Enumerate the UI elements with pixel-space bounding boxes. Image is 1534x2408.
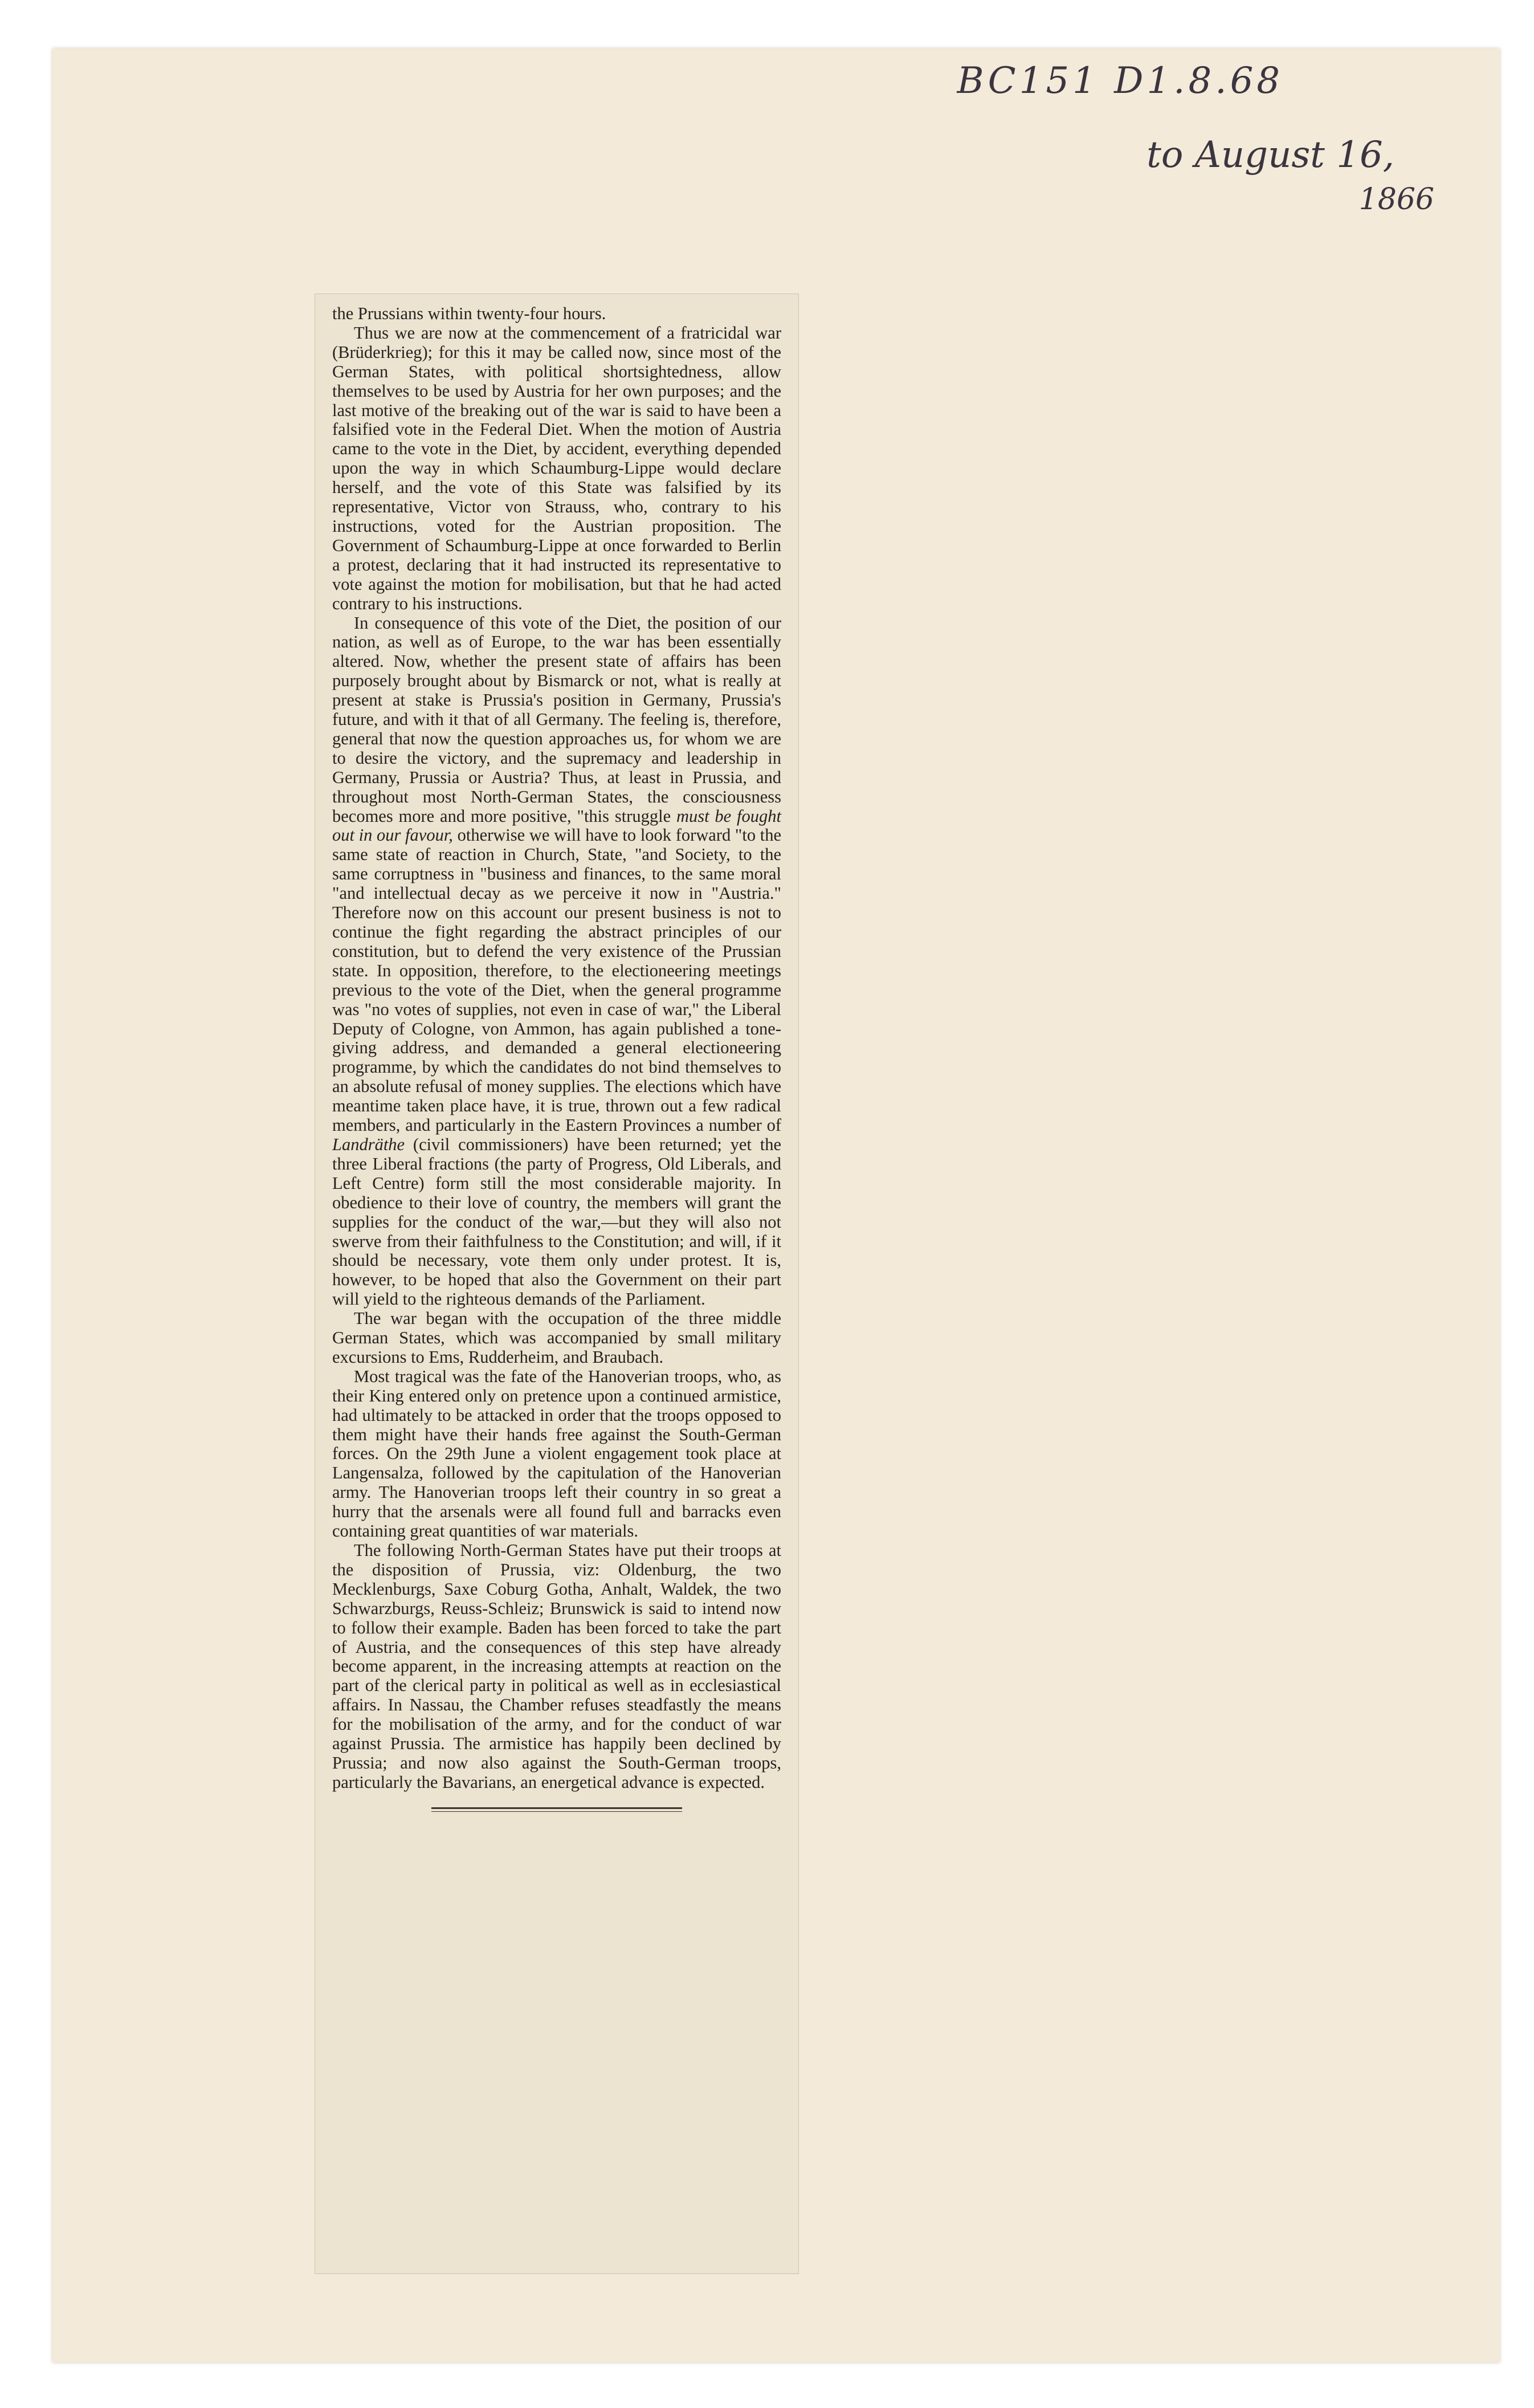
year-annotation: 1866 bbox=[1358, 182, 1434, 217]
article-paragraph: the Prussians within twenty-four hours. bbox=[332, 304, 606, 323]
paper-sheet bbox=[52, 48, 1500, 2362]
article-paragraph: Thus we are now at the commencement of a fratricidal war (Brüderkrieg); for this it may be called now, since most of the German States, with political shortsightedness, allow themselves to be used by Austria for her own purposes; and the last motive of the breaking out of the war is said to have been a falsified vote in the Federal Diet. When the motion of Austria came to the vote in the Diet, by accident, everything depended upon the way in which Schaumburg-Lippe would declare herself, and the vote of this State was falsified by its representative, Victor von Strauss, who, contrary to his instructions, voted for the Austrian proposition. The Government of Schaumburg-Lippe at once forwarded to Berlin a protest, declaring that it had instructed its representative to vote against the motion for mobilisation, but that he had acted contrary to his instructions. bbox=[332, 323, 781, 613]
article-paragraph: The following North-German States have put their troops at the disposition of Prussia, viz: Oldenburg, the two Mecklenburgs, Saxe Coburg Gotha, Anhalt, Waldek, the two Schwarzburgs, Reuss-Schleiz; Brunswick is said to intend now to follow their example. Baden has been forced to take the part of Austria, and the consequences of this step have already become apparent, in the increasing attempts at reaction on the part of the clerical party in political as well as in ecclesiastical affairs. In Nassau, the Chamber refuses steadfastly the means for the mobilisation of the army, and for the conduct of war against Prussia. The armistice has happily been declined by Prussia; and now also against the South-German troops, particularly the Bavarians, an energetical advance is expected. bbox=[332, 1541, 781, 1792]
reference-annotation: BC151 D1.8.68 bbox=[957, 60, 1283, 102]
article-paragraph: In consequence of this vote of the Diet, the position of our nation, as well as of Europe, to the war has been essentially altered. Now, whether the present state of affairs has been purposely brought about by Bismarck or not, what is really at present at stake is Prussia's position in Germany, Prussia's future, and with it that of all Germany. The feeling is, therefore, general that now the question approaches us, for whom we are to desire the victory, and the supremacy and leadership in Germany, Prussia or Austria? Thus, at least in Prussia, and throughout most North-German States, the consciousness becomes more and more positive, "this struggle must be fought out in our favour, otherwise we will have to look forward "to the same state of reaction in Church, State, "and Society, to the same corruptness in "business and finances, to the same moral "and intellectual decay as we perceive it now in "Austria." Therefore now on this account our present business is not to continue the fight regarding the abstract principles of our constitution, but to defend the very existence of the Prussian state. In opposition, therefore, to the electioneering meetings previous to the vote of the Diet, when the general programme was "no votes of supplies, not even in case of war," the Liberal Deputy of Cologne, von Ammon, has again published a tone-giving address, and demanded a general electioneering programme, by which the candidates do not bind themselves to an absolute refusal of money supplies. The elections which have meantime taken place have, it is true, thrown out a few radical members, and particularly in the Eastern Provinces a number of Landräthe (civil commissioners) have been returned; yet the three Liberal fractions (the party of Progress, Old Liberals, and Left Centre) form still the most considerable majority. In obedience to their love of country, the members will grant the supplies for the conduct of the war,—but they will also not swerve from their faithfulness to the Constitution; and will, if it should be necessary, vote them only under protest. It is, however, to be hoped that also the Government on their part will yield to the righteous demands of the Parliament. bbox=[332, 613, 782, 1309]
article-paragraph: The war began with the occupation of the three middle German States, which was accompanied by small military excursions to Ems, Rudderheim, and Braubach. bbox=[332, 1309, 781, 1367]
end-rule bbox=[431, 1807, 682, 1812]
article-paragraph: Most tragical was the fate of the Hanoverian troops, who, as their King entered only on pretence upon a continued armistice, had ultimately to be attacked in order that the troops opposed to them might have their hands free against the South-German forces. On the 29th June a violent engagement took place at Langensalza, followed by the capitulation of the Hanoverian army. The Hanoverian troops left their country in so great a hurry that the arsenals were all found full and barracks even containing great quantities of war materials. bbox=[332, 1366, 781, 1541]
emphasis-text: must be fought out in our favour, bbox=[332, 806, 782, 845]
emphasis-text: Landräthe bbox=[332, 1134, 405, 1154]
date-annotation: to August 16, bbox=[1147, 134, 1394, 176]
newspaper-clipping bbox=[315, 294, 799, 2274]
